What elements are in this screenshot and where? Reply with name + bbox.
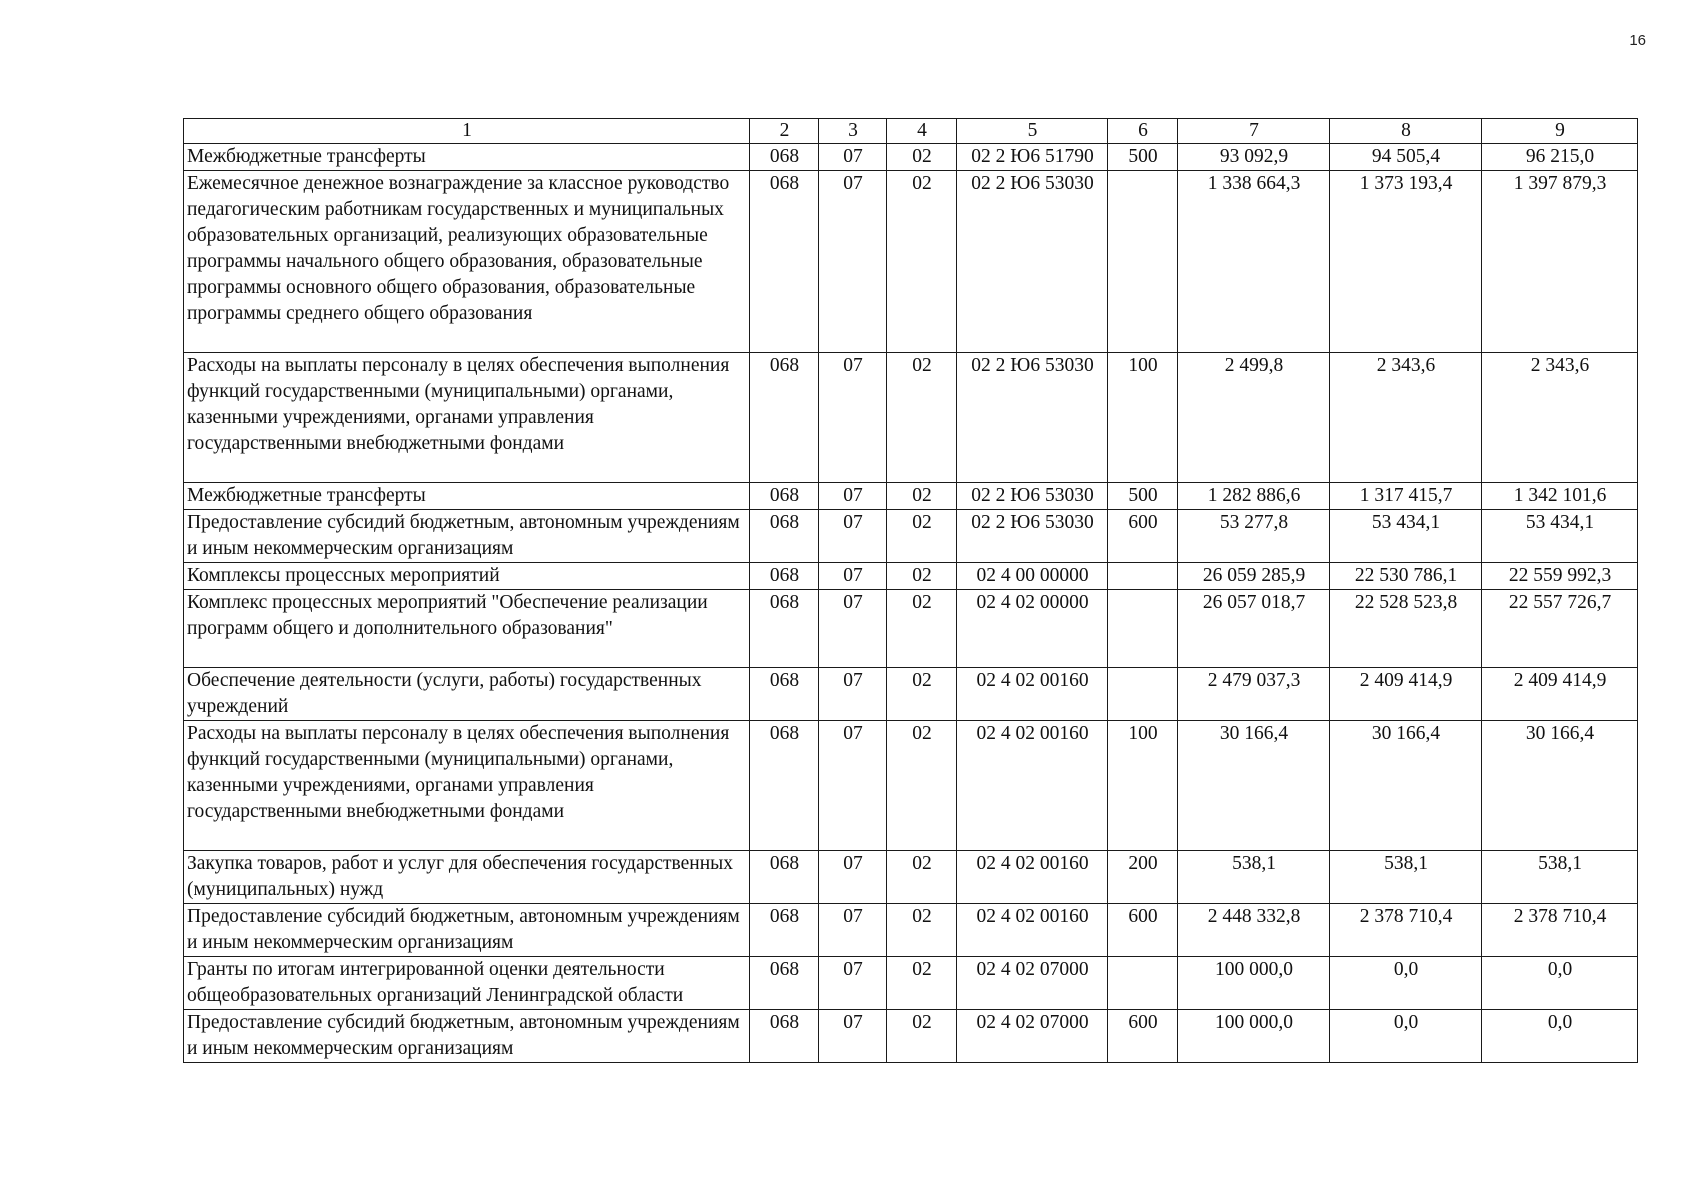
cell-section: 07 [819, 957, 887, 1010]
cell-target-code: 02 4 02 00000 [957, 590, 1108, 668]
row-name: Предоставление субсидий бюджетным, автономным учреждениям и иным некоммерческим организациям [184, 904, 750, 957]
cell-amount-col8: 2 378 710,4 [1330, 904, 1482, 957]
page-number: 16 [1629, 32, 1646, 49]
cell-amount-col9: 30 166,4 [1482, 721, 1638, 851]
cell-section: 07 [819, 668, 887, 721]
cell-amount-col9: 0,0 [1482, 957, 1638, 1010]
cell-amount-col9: 2 409 414,9 [1482, 668, 1638, 721]
row-name: Комплекс процессных мероприятий "Обеспечение реализации программ общего и дополнительного образования" [184, 590, 750, 668]
cell-section: 07 [819, 904, 887, 957]
row-name: Предоставление субсидий бюджетным, автономным учреждениям и иным некоммерческим организациям [184, 1010, 750, 1063]
cell-target-code: 02 4 00 00000 [957, 563, 1108, 590]
cell-expense-type: 100 [1108, 721, 1178, 851]
row-name: Межбюджетные трансферты [184, 144, 750, 171]
column-header: 6 [1108, 119, 1178, 144]
table-row [184, 510, 1638, 563]
cell-ministry: 068 [750, 904, 819, 957]
cell-expense-type [1108, 957, 1178, 1010]
cell-amount-col8: 22 530 786,1 [1330, 563, 1482, 590]
cell-ministry: 068 [750, 851, 819, 904]
cell-amount-col7: 1 282 886,6 [1178, 483, 1330, 510]
cell-amount-col9: 22 557 726,7 [1482, 590, 1638, 668]
row-name: Межбюджетные трансферты [184, 483, 750, 510]
cell-expense-type [1108, 563, 1178, 590]
cell-subsection: 02 [887, 668, 957, 721]
cell-ministry: 068 [750, 510, 819, 563]
cell-subsection: 02 [887, 483, 957, 510]
table-row [184, 904, 1638, 957]
table-row [184, 590, 1638, 668]
cell-amount-col9: 0,0 [1482, 1010, 1638, 1063]
cell-amount-col7: 100 000,0 [1178, 1010, 1330, 1063]
cell-target-code: 02 4 02 00160 [957, 904, 1108, 957]
cell-subsection: 02 [887, 904, 957, 957]
table-row [184, 353, 1638, 483]
cell-amount-col9: 1 397 879,3 [1482, 171, 1638, 353]
cell-section: 07 [819, 590, 887, 668]
cell-amount-col7: 1 338 664,3 [1178, 171, 1330, 353]
cell-amount-col7: 53 277,8 [1178, 510, 1330, 563]
column-header: 2 [750, 119, 819, 144]
cell-ministry: 068 [750, 668, 819, 721]
cell-amount-col8: 2 343,6 [1330, 353, 1482, 483]
table-row [184, 1010, 1638, 1063]
cell-amount-col9: 2 378 710,4 [1482, 904, 1638, 957]
cell-amount-col9: 22 559 992,3 [1482, 563, 1638, 590]
column-header: 7 [1178, 119, 1330, 144]
cell-amount-col8: 94 505,4 [1330, 144, 1482, 171]
cell-section: 07 [819, 851, 887, 904]
cell-amount-col8: 22 528 523,8 [1330, 590, 1482, 668]
cell-target-code: 02 2 Ю6 53030 [957, 483, 1108, 510]
cell-amount-col8: 0,0 [1330, 1010, 1482, 1063]
cell-amount-col8: 538,1 [1330, 851, 1482, 904]
cell-ministry: 068 [750, 957, 819, 1010]
cell-ministry: 068 [750, 563, 819, 590]
cell-section: 07 [819, 510, 887, 563]
table-row [184, 851, 1638, 904]
cell-section: 07 [819, 1010, 887, 1063]
cell-subsection: 02 [887, 1010, 957, 1063]
column-header: 1 [184, 119, 750, 144]
table-row [184, 668, 1638, 721]
row-name: Расходы на выплаты персоналу в целях обеспечения выполнения функций государственными (муниципальными) органами, казенными учреждениями, органами управления государственными внебюджетными фондами [184, 353, 750, 483]
cell-amount-col9: 2 343,6 [1482, 353, 1638, 483]
cell-ministry: 068 [750, 1010, 819, 1063]
cell-amount-col9: 96 215,0 [1482, 144, 1638, 171]
cell-amount-col8: 1 317 415,7 [1330, 483, 1482, 510]
cell-ministry: 068 [750, 144, 819, 171]
cell-amount-col8: 0,0 [1330, 957, 1482, 1010]
cell-amount-col7: 93 092,9 [1178, 144, 1330, 171]
cell-amount-col8: 30 166,4 [1330, 721, 1482, 851]
cell-expense-type: 500 [1108, 483, 1178, 510]
cell-target-code: 02 4 02 07000 [957, 957, 1108, 1010]
cell-amount-col8: 1 373 193,4 [1330, 171, 1482, 353]
cell-ministry: 068 [750, 353, 819, 483]
cell-subsection: 02 [887, 721, 957, 851]
cell-amount-col8: 2 409 414,9 [1330, 668, 1482, 721]
row-name: Комплексы процессных мероприятий [184, 563, 750, 590]
cell-subsection: 02 [887, 171, 957, 353]
column-header: 4 [887, 119, 957, 144]
column-header: 9 [1482, 119, 1638, 144]
cell-amount-col7: 30 166,4 [1178, 721, 1330, 851]
row-name: Расходы на выплаты персоналу в целях обеспечения выполнения функций государственными (муниципальными) органами, казенными учреждениями, органами управления государственными внебюджетными фондами [184, 721, 750, 851]
cell-amount-col7: 2 448 332,8 [1178, 904, 1330, 957]
budget-table [183, 118, 1638, 1063]
row-name: Закупка товаров, работ и услуг для обеспечения государственных (муниципальных) нужд [184, 851, 750, 904]
cell-subsection: 02 [887, 144, 957, 171]
cell-amount-col9: 538,1 [1482, 851, 1638, 904]
row-name: Гранты по итогам интегрированной оценки деятельности общеобразовательных организаций Ленинградской области [184, 957, 750, 1010]
cell-section: 07 [819, 353, 887, 483]
cell-amount-col7: 2 499,8 [1178, 353, 1330, 483]
cell-section: 07 [819, 483, 887, 510]
table-row [184, 957, 1638, 1010]
cell-section: 07 [819, 144, 887, 171]
table-row [184, 721, 1638, 851]
cell-subsection: 02 [887, 563, 957, 590]
cell-target-code: 02 4 02 00160 [957, 721, 1108, 851]
cell-section: 07 [819, 721, 887, 851]
row-name: Ежемесячное денежное вознаграждение за классное руководство педагогическим работникам государственных и муниципальных образовательных организаций, реализующих образовательные программы начального общего образования, образовательные программы основного общего образования, образовательные программы среднего общего образования [184, 171, 750, 353]
cell-expense-type: 200 [1108, 851, 1178, 904]
cell-target-code: 02 4 02 07000 [957, 1010, 1108, 1063]
cell-subsection: 02 [887, 353, 957, 483]
cell-ministry: 068 [750, 171, 819, 353]
cell-target-code: 02 4 02 00160 [957, 668, 1108, 721]
table-row [184, 171, 1638, 353]
table-row [184, 144, 1638, 171]
cell-target-code: 02 2 Ю6 51790 [957, 144, 1108, 171]
cell-section: 07 [819, 563, 887, 590]
table-row [184, 563, 1638, 590]
table-header-row [184, 119, 1638, 144]
cell-ministry: 068 [750, 721, 819, 851]
cell-amount-col7: 2 479 037,3 [1178, 668, 1330, 721]
cell-expense-type: 500 [1108, 144, 1178, 171]
cell-ministry: 068 [750, 483, 819, 510]
column-header: 3 [819, 119, 887, 144]
cell-expense-type [1108, 590, 1178, 668]
cell-expense-type: 600 [1108, 904, 1178, 957]
cell-subsection: 02 [887, 590, 957, 668]
cell-expense-type [1108, 668, 1178, 721]
cell-expense-type: 100 [1108, 353, 1178, 483]
cell-expense-type: 600 [1108, 510, 1178, 563]
row-name: Предоставление субсидий бюджетным, автономным учреждениям и иным некоммерческим организациям [184, 510, 750, 563]
cell-expense-type [1108, 171, 1178, 353]
row-name: Обеспечение деятельности (услуги, работы) государственных учреждений [184, 668, 750, 721]
cell-subsection: 02 [887, 957, 957, 1010]
cell-ministry: 068 [750, 590, 819, 668]
column-header: 8 [1330, 119, 1482, 144]
cell-amount-col9: 53 434,1 [1482, 510, 1638, 563]
cell-target-code: 02 2 Ю6 53030 [957, 510, 1108, 563]
cell-target-code: 02 2 Ю6 53030 [957, 171, 1108, 353]
cell-amount-col8: 53 434,1 [1330, 510, 1482, 563]
cell-subsection: 02 [887, 510, 957, 563]
cell-amount-col7: 538,1 [1178, 851, 1330, 904]
cell-expense-type: 600 [1108, 1010, 1178, 1063]
cell-target-code: 02 2 Ю6 53030 [957, 353, 1108, 483]
cell-amount-col7: 100 000,0 [1178, 957, 1330, 1010]
cell-target-code: 02 4 02 00160 [957, 851, 1108, 904]
cell-subsection: 02 [887, 851, 957, 904]
column-header: 5 [957, 119, 1108, 144]
cell-section: 07 [819, 171, 887, 353]
table-row [184, 483, 1638, 510]
cell-amount-col9: 1 342 101,6 [1482, 483, 1638, 510]
cell-amount-col7: 26 059 285,9 [1178, 563, 1330, 590]
cell-amount-col7: 26 057 018,7 [1178, 590, 1330, 668]
